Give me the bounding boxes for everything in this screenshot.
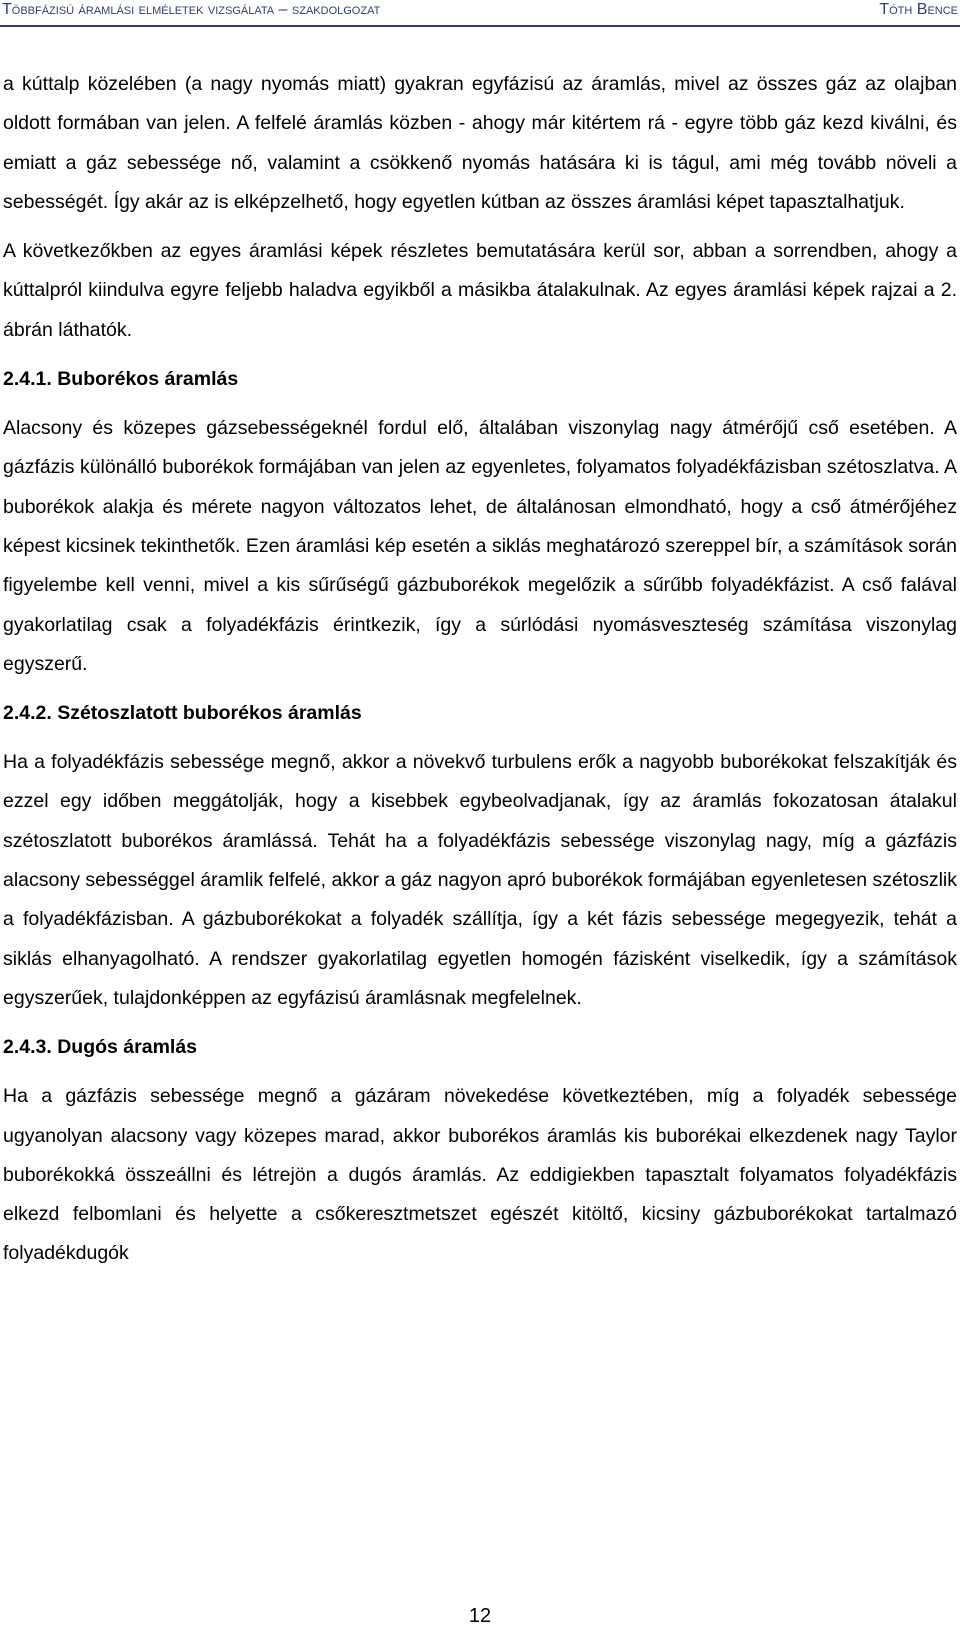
page-number: 12	[468, 1605, 492, 1627]
header-author: Tóth Bence	[879, 1, 958, 18]
document-body	[3, 65, 957, 1274]
section-heading-bubble-flow: 2.4.1. Buborékos áramlás	[3, 368, 239, 391]
paragraph-1: a kúttalp közelében (a nagy nyomás miatt) gyakran egyfázisú az áramlás, mivel az összes gáz az olajban oldott formában van jelen. A felfelé áramlás közben - ahogy már kitértem rá - egyre több gáz kezd kiválni, és emiatt a gáz sebessége nő, valamint a csökkenő nyomás hatására ki is tágul, ami még tovább növeli a sebességét. Így akár az is elképzelhető, hogy egyetlen kútban az összes áramlási képet tapasztalhatjuk.	[3, 73, 957, 213]
paragraph-spacer	[3, 733, 957, 743]
paragraph-spacer	[3, 1067, 957, 1077]
paragraph-3: Alacsony és közepes gázsebességeknél fordul elő, általában viszonylag nagy átmérőjű cső esetében. A gázfázis különálló buborékok formájában van jelen az egyenletes, folyamatos folyadékfázisban szétoszlatva. A buborékok alakja és mérete nagyon változatos lehet, de általánosan elmondható, hogy a cső átmérőjéhez képest kicsinek tekinthetők. Ezen áramlási kép esetén a siklás meghatározó szereppel bír, a számítások során figyelembe kell venni, mivel a kis sűrűségű gázbuborékok megelőzik a sűrűbb folyadékfázist. A cső falával gyakorlatilag csak a folyadékfázis érintkezik, így a súrlódási nyomásveszteség számítása viszonylag egyszerű.	[3, 417, 957, 675]
paragraph-5: Ha a gázfázis sebessége megnő a gázáram növekedése következtében, míg a folyadék sebessége ugyanolyan alacsony vagy közepes marad, akkor buborékos áramlás kis buborékai elkezdenek nagy Taylor buborékokká összeállni és létrejön a dugós áramlás. Az eddigiekben tapasztalt folyamatos folyadékfázis elkezd felbomlani és helyette a csőkeresztmetszet egészét kitöltő, kicsiny gázbuborékokat tartalmazó folyadékdugók	[3, 1085, 957, 1265]
section-heading-slug-flow: 2.4.3. Dugós áramlás	[3, 1036, 198, 1059]
paragraph-spacer	[3, 350, 957, 360]
paragraph-spacer	[3, 1018, 957, 1028]
section-heading-dispersed-bubble-flow: 2.4.2. Szétoszlatott buborékos áramlás	[3, 702, 362, 725]
paragraph-4: Ha a folyadékfázis sebessége megnő, akkor a növekvő turbulens erők a nagyobb buborékokat felszakítják és ezzel egy időben meggátolják, hogy a kisebbek egybeolvadjanak, így az áramlás fokozatosan átalakul szétoszlatott buborékos áramlássá. Tehát ha a folyadékfázis sebessége viszonylag nagy, míg a gázfázis alacsony sebességgel áramlik felfelé, akkor a gáz nagyon apró buborékok formájában egyenletesen szétoszlik a folyadékfázisban. A gázbuborékokat a folyadék szállítja, így a két fázis sebessége megegyezik, tehát a siklás elhanyagolható. A rendszer gyakorlatilag egyetlen homogén fázisként viselkedik, így a számítások egyszerűek, tulajdonképpen az egyfázisú áramlásnak megfelelnek.	[3, 751, 957, 1009]
header-rule	[0, 25, 960, 27]
paragraph-spacer	[3, 684, 957, 694]
paragraph-spacer	[3, 222, 957, 232]
paragraph-2: A következőkben az egyes áramlási képek részletes bemutatására kerül sor, abban a sorrendben, ahogy a kúttalpról kiindulva egyre feljebb haladva egyikből a másikba átalakulnak. Az egyes áramlási képek rajzai a 2. ábrán láthatók.	[3, 240, 957, 341]
header-thesis-title: Többfázisú áramlási elméletek vizsgálata – szakdolgozat	[2, 1, 381, 18]
page-header	[0, 0, 960, 36]
paragraph-spacer	[3, 399, 957, 409]
